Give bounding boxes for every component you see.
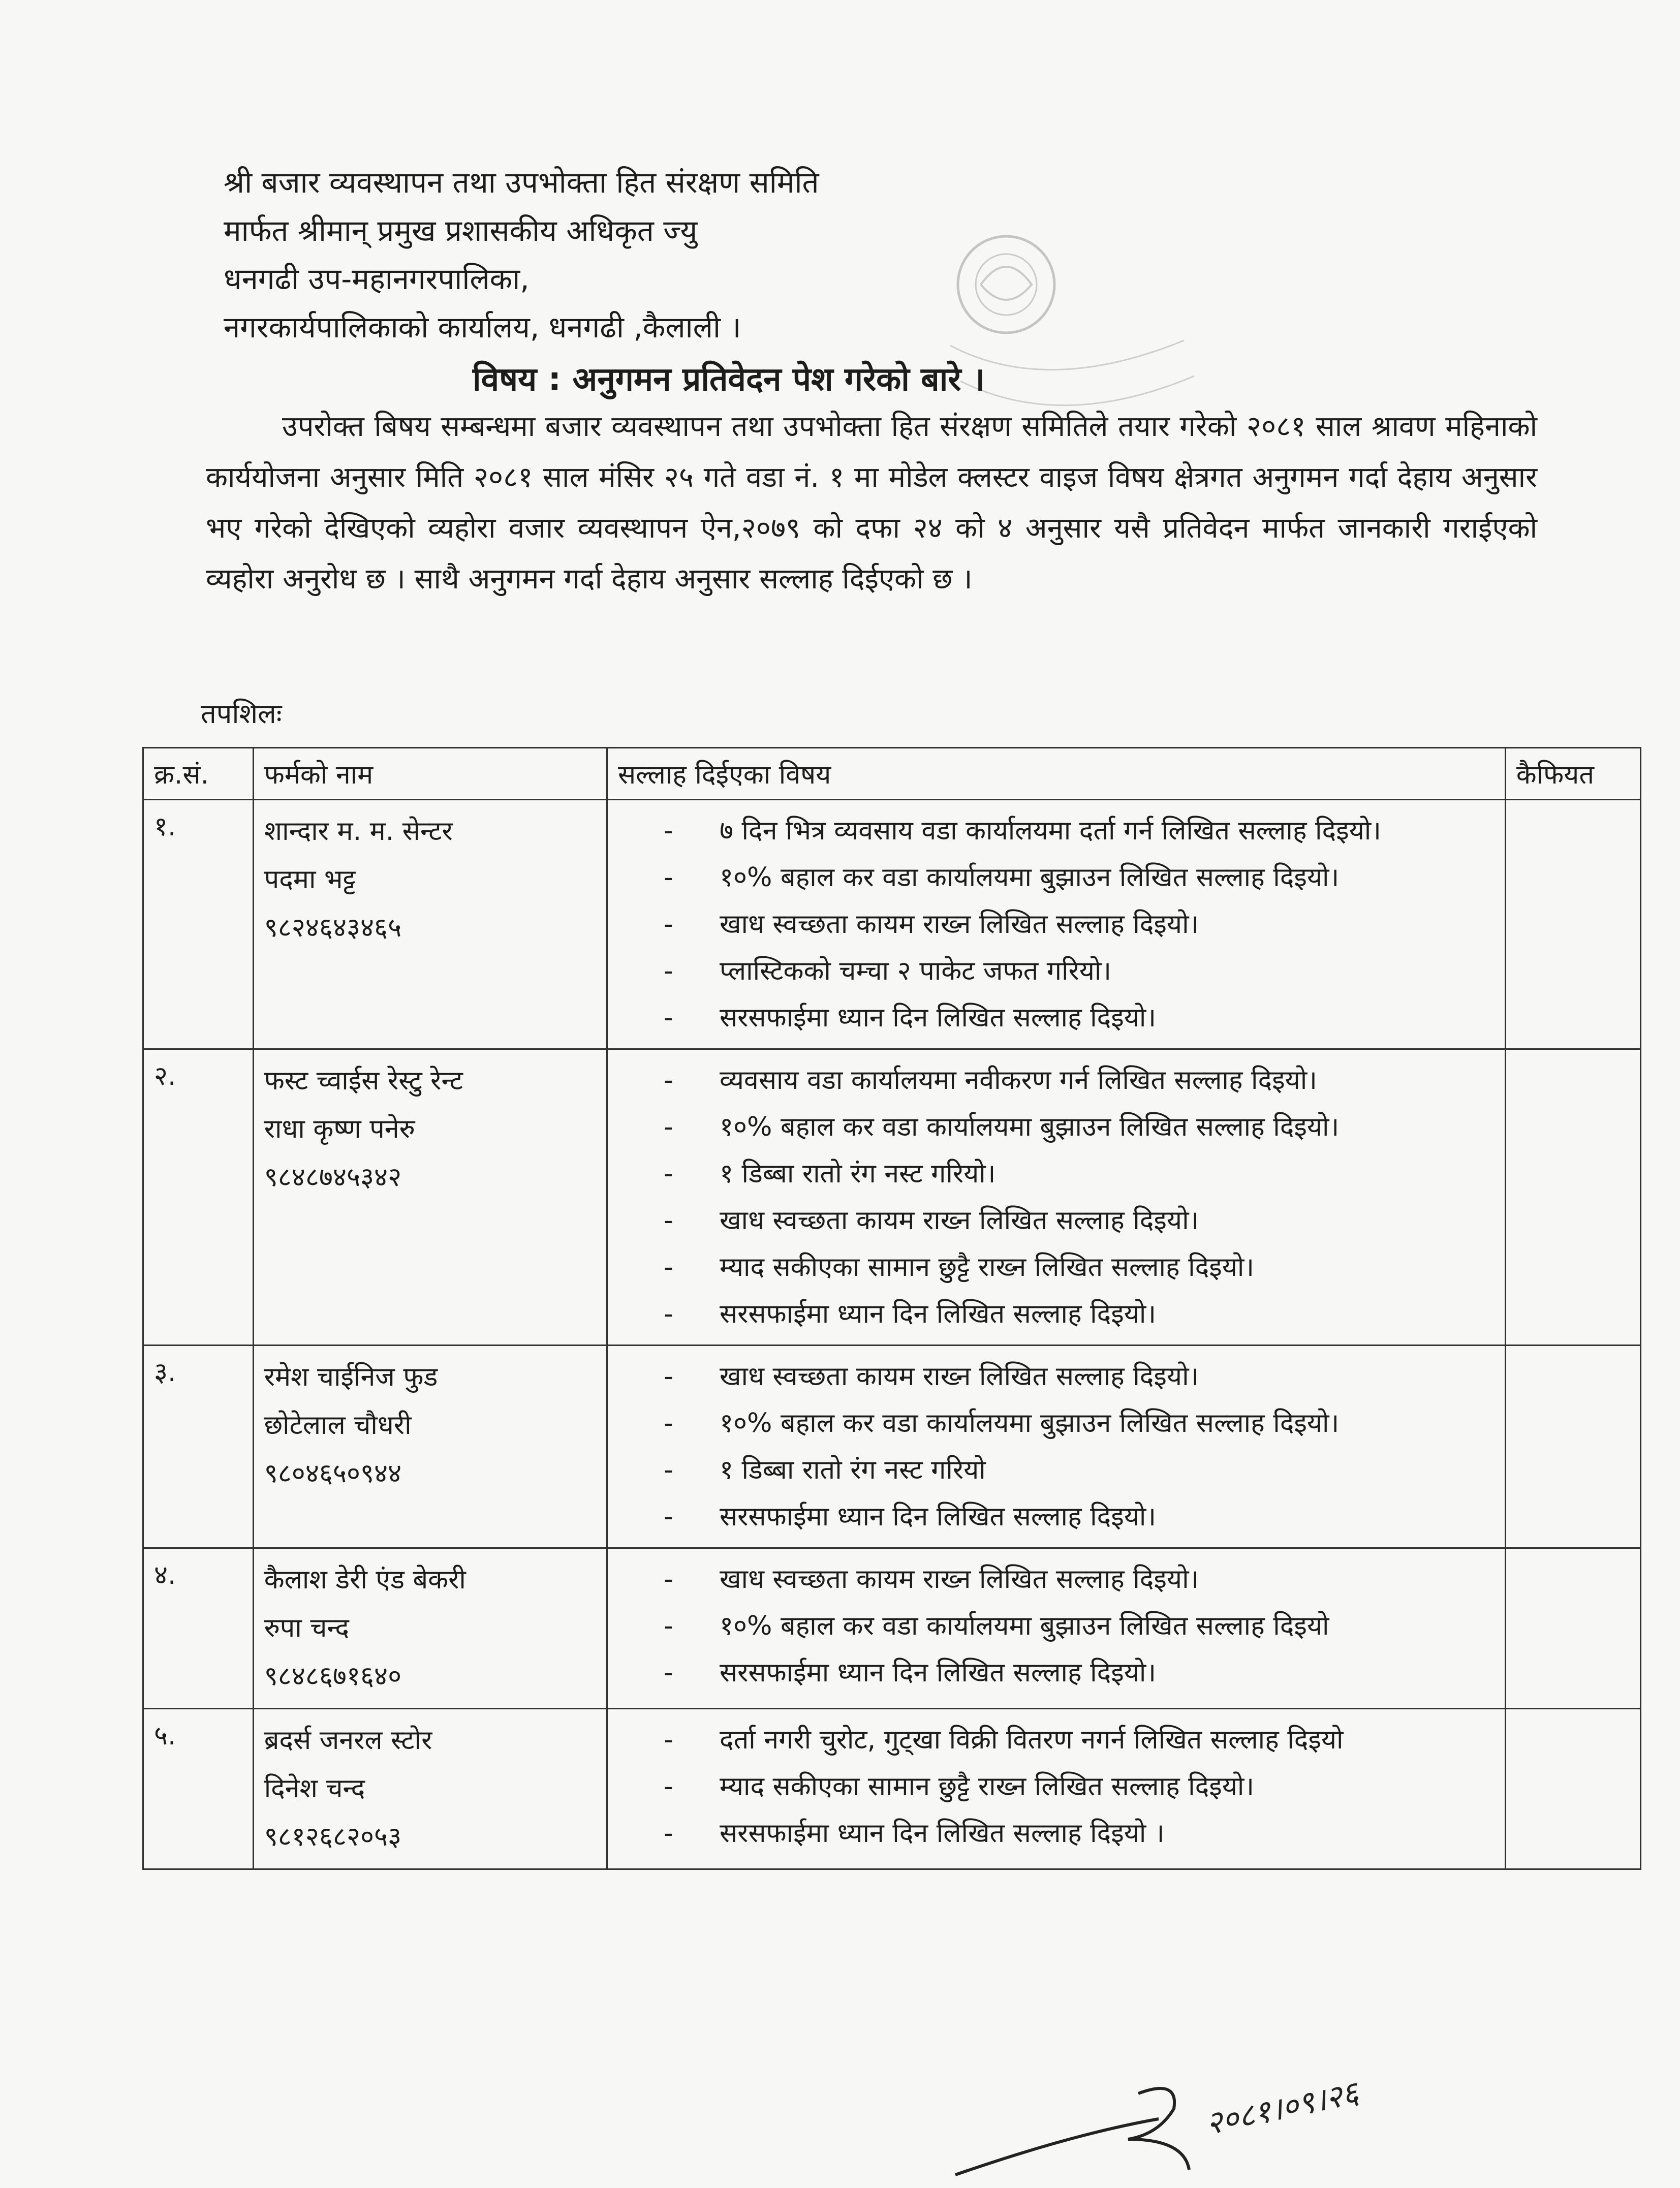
row-serial-number: १. [143,800,254,1049]
row-remarks-cell [1505,1548,1640,1709]
header-sn: क्र.सं. [143,748,254,800]
owner-name: दिनेश चन्द [264,1773,365,1804]
firm-name: फस्ट च्वाईस रेस्टु रेन्ट [264,1066,463,1096]
advice-list [618,807,1495,1041]
row-advice-cell [607,800,1505,1049]
firm-name: रमेश चाईनिज फुड [264,1362,438,1392]
monitoring-table [142,747,1641,1870]
firm-name: ब्रदर्स जनरल स्टोर [264,1725,432,1756]
firm-name: कैलाश डेरी एंड बेकरी [264,1565,466,1595]
advice-item: - सरसफाईमा ध्यान दिन लिखित सल्लाह दिइयो। [664,1291,1495,1337]
row-firm-cell [253,800,607,1049]
row-firm-cell [253,1049,607,1346]
row-remarks-cell [1505,1346,1640,1548]
row-serial-number: २. [143,1049,254,1346]
row-advice-cell [607,1346,1505,1548]
advice-item: - म्याद सकीएका सामान छुट्टै राख्न लिखित सल्लाह दिइयो। [664,1244,1495,1291]
advice-item: - व्यवसाय वडा कार्यालयमा नवीकरण गर्न लिखित सल्लाह दिइयो। [664,1057,1495,1104]
signature-date: २०८१।०९।२६ [1202,2074,1362,2142]
advice-list [618,1556,1495,1696]
advice-item: - १ डिब्बा रातो रंग नस्ट गरियो। [664,1150,1495,1197]
letter-subject: विषय : अनुगमन प्रतिवेदन पेश गरेको बारे । [473,361,985,398]
advice-item: - सरसफाईमा ध्यान दिन लिखित सल्लाह दिइयो । [664,1810,1495,1857]
header-advice: सल्लाह दिईएका विषय [607,748,1505,800]
row-advice-cell [607,1548,1505,1709]
phone-number: ९८१२६८२०५३ [264,1822,402,1852]
row-firm-cell [253,1709,607,1869]
advice-item: - दर्ता नगरी चुरोट, गुट्खा विक्री वितरण नगर्न लिखित सल्लाह दिइयो [664,1716,1495,1763]
recipient-line-4: नगरकार्यपालिकाको कार्यालय, धनगढी ,कैलाली । [224,310,741,345]
phone-number: ९८४८७४५३४२ [264,1162,402,1193]
advice-list [618,1716,1495,1857]
table-row [143,800,1641,1049]
row-serial-number: ३. [143,1346,254,1548]
table-row [143,1049,1641,1346]
advice-item: - सरसफाईमा ध्यान दिन लिखित सल्लाह दिइयो। [664,1493,1495,1540]
advice-item: - १०% बहाल कर वडा कार्यालयमा बुझाउन लिखित सल्लाह दिइयो। [664,1104,1495,1150]
advice-item: - खाध स्वच्छता कायम राख्न लिखित सल्लाह दिइयो। [664,901,1495,948]
row-advice-cell [607,1049,1505,1346]
advice-item: - ७ दिन भित्र व्यवसाय वडा कार्यालयमा दर्ता गर्न लिखित सल्लाह दिइयो। [664,807,1495,854]
recipient-line-2: मार्फत श्रीमान् प्रमुख प्रशासकीय अधिकृत ज्यु [224,213,698,248]
table-row [143,1346,1641,1548]
advice-item: - सरसफाईमा ध्यान दिन लिखित सल्लाह दिइयो। [664,1649,1495,1696]
advice-item: - प्लास्टिकको चम्चा २ पाकेट जफत गरियो। [664,948,1495,994]
table-header-row [143,748,1641,800]
phone-number: ९८२४६४३४६५ [264,913,402,943]
table-row [143,1709,1641,1869]
advice-item: - १ डिब्बा रातो रंग नस्ट गरियो [664,1447,1495,1493]
row-advice-cell [607,1709,1505,1869]
phone-number: ९८४८६७१६४० [264,1661,402,1692]
table-row [143,1548,1641,1709]
advice-item: - खाध स्वच्छता कायम राख्न लिखित सल्लाह दिइयो। [664,1556,1495,1603]
recipient-line-1: श्री बजार व्यवस्थापन तथा उपभोक्ता हित संरक्षण समिति [224,165,819,200]
owner-name: रुपा चन्द [264,1613,350,1643]
advice-item: - १०% बहाल कर वडा कार्यालयमा बुझाउन लिखित सल्लाह दिइयो। [664,1400,1495,1447]
advice-list [618,1057,1495,1337]
row-serial-number: ५. [143,1709,254,1869]
row-serial-number: ४. [143,1548,254,1709]
header-remarks: कैफियत [1505,748,1640,800]
advice-item: - खाध स्वच्छता कायम राख्न लिखित सल्लाह दिइयो। [664,1353,1495,1400]
advice-item: - १०% बहाल कर वडा कार्यालयमा बुझाउन लिखित सल्लाह दिइयो [664,1603,1495,1649]
advice-item: - सरसफाईमा ध्यान दिन लिखित सल्लाह दिइयो। [664,994,1495,1041]
owner-name: पदमा भट्ट [264,864,356,895]
row-firm-cell [253,1548,607,1709]
row-remarks-cell [1505,800,1640,1049]
row-remarks-cell [1505,1709,1640,1869]
row-remarks-cell [1505,1049,1640,1346]
owner-name: छोटेलाल चौधरी [264,1410,412,1441]
header-firm: फर्मको नाम [253,748,607,800]
advice-item: - १०% बहाल कर वडा कार्यालयमा बुझाउन लिखित सल्लाह दिइयो। [664,854,1495,901]
details-label: तपशिलः [201,698,282,730]
advice-item: - खाध स्वच्छता कायम राख्न लिखित सल्लाह दिइयो। [664,1197,1495,1244]
phone-number: ९८०४६५०९४४ [264,1458,402,1489]
letter-body: उपरोक्त बिषय सम्बन्धमा बजार व्यवस्थापन तथा उपभोक्ता हित संरक्षण समितिले तयार गरेको २०८१ साल श्रावण महिनाको कार्ययोजना अनुसार मिति २०८१ साल मंसिर २५ गते वडा नं. १ मा मोडेल क्लस्टर वाइज विषय क्षेत्रगत अनुगमन गर्दा देहाय अनुसार भए गरेको देखिएको व्यहोरा वजार व्यवस्थापन ऐन,२०७९ को दफा २४ को ४ अनुसार यसै प्रतिवेदन मार्फत जानकारी गराईएको व्यहोरा अनुरोध छ । साथै अनुगमन गर्दा देहाय अनुसार सल्लाह दिईएको छ । [206,410,1537,596]
owner-name: राधा कृष्ण पनेरु [264,1114,415,1144]
table-body [143,800,1641,1869]
row-firm-cell [253,1346,607,1548]
advice-list [618,1353,1495,1540]
advice-item: - म्याद सकीएका सामान छुट्टै राख्न लिखित सल्लाह दिइयो। [664,1763,1495,1810]
recipient-line-3: धनगढी उप-महानगरपालिका, [224,262,530,296]
firm-name: शान्दार म. म. सेन्टर [264,816,453,847]
